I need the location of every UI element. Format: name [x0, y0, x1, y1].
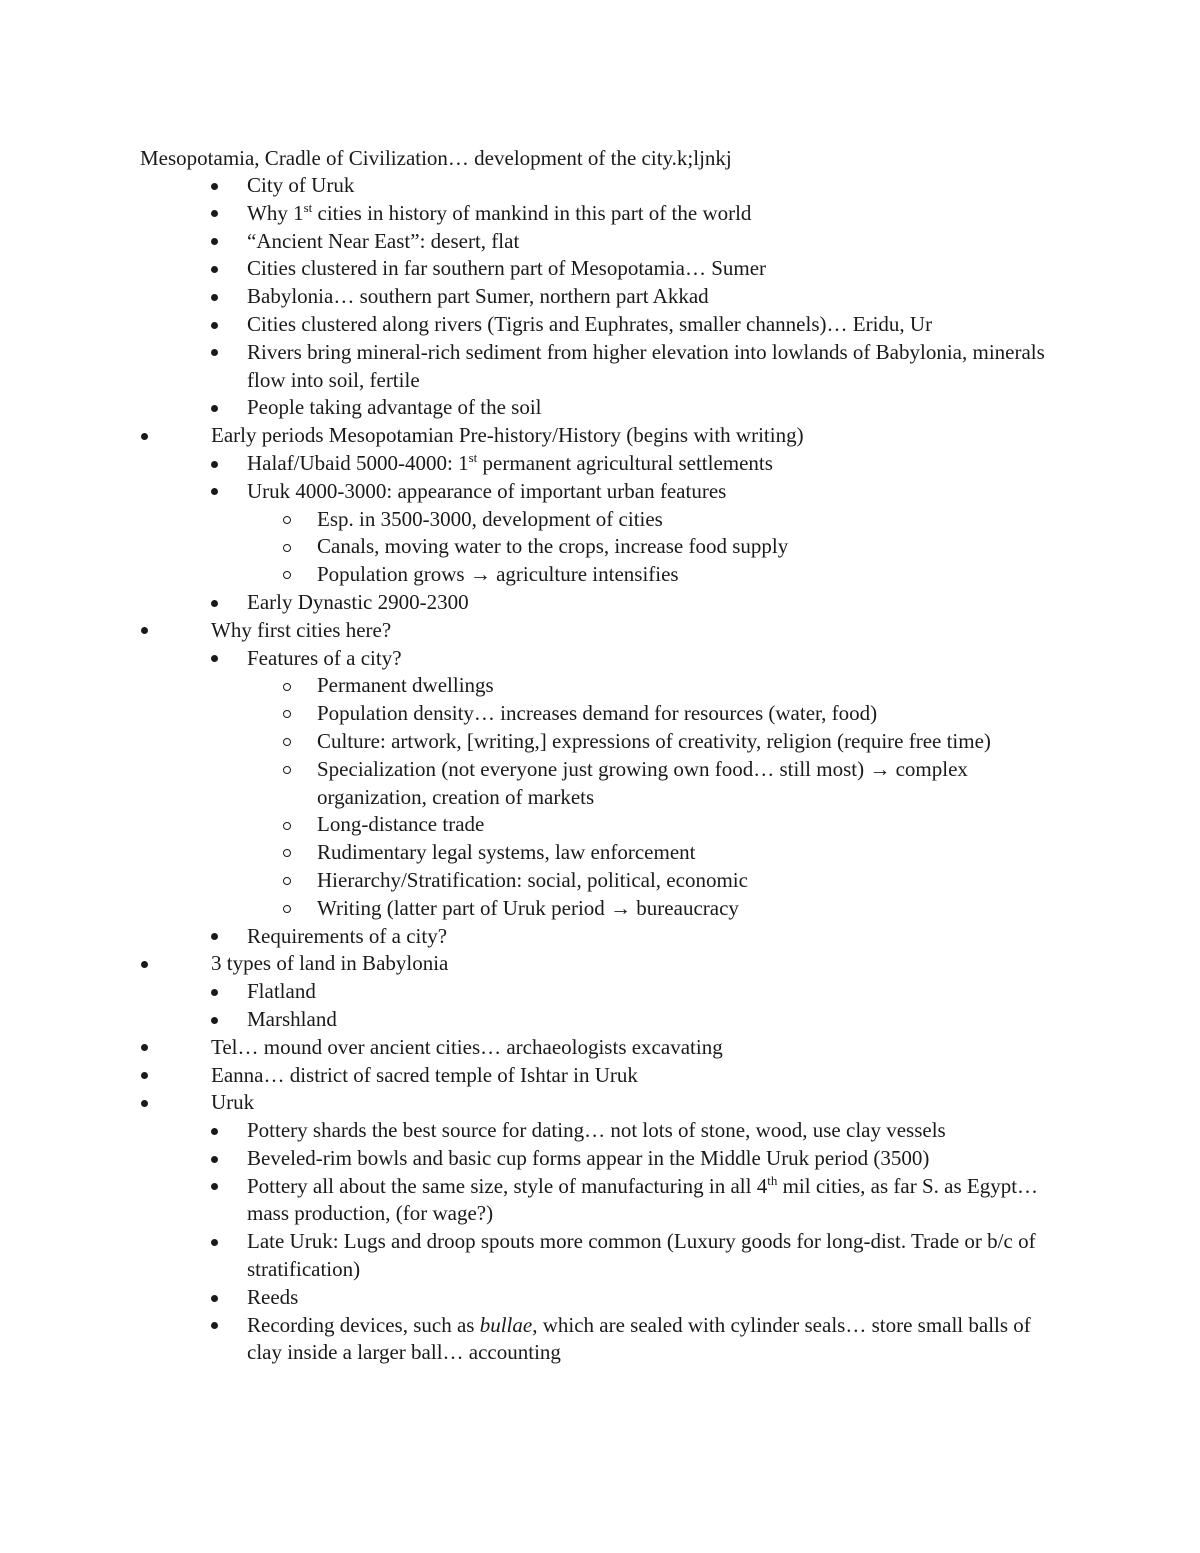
hollow-bullet-icon: [283, 506, 291, 534]
outline-item-text: [247, 1312, 1060, 1368]
bullet-icon: [211, 1117, 218, 1145]
text-run: Tel… mound over ancient cities… archaeologists excavating: [211, 1034, 723, 1059]
outline-item: [0, 867, 1200, 895]
outline-item-text: [247, 311, 1060, 339]
superscript: st: [303, 199, 313, 215]
outline-item-text: [211, 1089, 1070, 1117]
outline-item-text: [247, 339, 1060, 395]
text-run: Esp. in 3500-3000, development of cities: [317, 506, 663, 531]
text-run: Long-distance trade: [317, 812, 485, 837]
hollow-bullet-icon: [283, 700, 291, 728]
outline-item: [0, 1228, 1200, 1284]
text-run: permanent agricultural settlements: [477, 450, 773, 475]
outline-item: [0, 283, 1200, 311]
outline-item: [0, 978, 1200, 1006]
bullet-icon: [211, 1312, 218, 1340]
outline-item-text: [211, 422, 1070, 450]
outline-item-text: [247, 394, 1060, 422]
text-run: 3 types of land in Babylonia: [211, 951, 449, 976]
outline-item-text: [317, 756, 1060, 812]
outline-item: [0, 339, 1200, 395]
outline-item: [0, 450, 1200, 478]
bullet-icon: [141, 1034, 148, 1062]
bullet-icon: [211, 1145, 218, 1173]
text-run: Uruk 4000-3000: appearance of important urban features: [247, 478, 727, 503]
text-run: Rudimentary legal systems, law enforcement: [317, 840, 696, 865]
outline-item: [0, 561, 1200, 589]
outline-item: [0, 200, 1200, 228]
outline-item-text: [317, 811, 1060, 839]
outline-item-text: [317, 839, 1060, 867]
outline-item: [0, 533, 1200, 561]
outline-item-text: [247, 1173, 1060, 1229]
outline-item-text: [247, 478, 1060, 506]
bullet-icon: [211, 923, 218, 951]
outline-item-text: [247, 172, 1060, 200]
text-run: “Ancient Near East”: desert, flat: [247, 228, 520, 253]
bullet-icon: [211, 172, 218, 200]
text-run: People taking advantage of the soil: [247, 395, 542, 420]
outline-item-text: [317, 672, 1060, 700]
outline-item: [0, 1034, 1200, 1062]
outline-item-text: [247, 645, 1060, 673]
text-run: Rivers bring mineral-rich sediment from higher elevation into lowlands of Babylonia, minerals flow into soil, fertile: [247, 339, 1045, 392]
outline-item: [0, 478, 1200, 506]
outline-item: [0, 255, 1200, 283]
text-run: Pottery shards the best source for dating… not lots of stone, wood, use clay vessels: [247, 1118, 946, 1143]
outline-item: [0, 589, 1200, 617]
text-run: Writing (latter part of Uruk period → bureaucracy: [317, 895, 739, 920]
text-run: mil cities, as far S. as Egypt… mass production, (for wage?): [247, 1173, 1039, 1226]
bullet-icon: [211, 339, 218, 367]
outline-item: [0, 1006, 1200, 1034]
outline-item: [0, 728, 1200, 756]
outline-item: [0, 1062, 1200, 1090]
text-run: Flatland: [247, 979, 316, 1004]
bullet-icon: [211, 311, 218, 339]
bullet-icon: [211, 394, 218, 422]
text-run: Requirements of a city?: [247, 923, 448, 948]
outline-item: [0, 923, 1200, 951]
outline-item-text: [211, 1034, 1070, 1062]
outline-item-text: [247, 1145, 1060, 1173]
text-run: Specialization (not everyone just growing own food… still most) → complex organization, creation of markets: [317, 756, 968, 809]
text-run: Beveled-rim bowls and basic cup forms appear in the Middle Uruk period (3500): [247, 1145, 930, 1170]
text-run: City of Uruk: [247, 173, 355, 197]
outline-item: [0, 811, 1200, 839]
outline-item-text: [317, 867, 1060, 895]
bullet-icon: [211, 478, 218, 506]
outline-item: [0, 1117, 1200, 1145]
outline-item: [0, 1173, 1200, 1229]
outline-item-text: [247, 978, 1060, 1006]
text-run: Uruk: [211, 1090, 255, 1115]
outline-item-text: [317, 561, 1060, 589]
hollow-bullet-icon: [283, 672, 291, 700]
outline-item-text: [317, 533, 1060, 561]
outline-item-text: [247, 283, 1060, 311]
superscript: st: [468, 449, 478, 465]
bullet-icon: [211, 200, 218, 228]
outline-item: [0, 228, 1200, 256]
text-run: Marshland: [247, 1006, 337, 1031]
outline-item-text: [247, 255, 1060, 283]
outline-item: [0, 422, 1200, 450]
text-run: Pottery all about the same size, style of manufacturing in all 4: [247, 1173, 768, 1198]
outline-item: [0, 1284, 1200, 1312]
bullet-icon: [211, 589, 218, 617]
outline-item-text: [247, 589, 1060, 617]
text-run: Cities clustered along rivers (Tigris and Euphrates, smaller channels)… Eridu, Ur: [247, 311, 933, 336]
bullet-icon: [211, 228, 218, 256]
outline-item-text: [211, 1062, 1070, 1090]
bullet-icon: [211, 978, 218, 1006]
outline-item-text: [247, 450, 1060, 478]
outline-item-text: [317, 895, 1060, 923]
text-run: Halaf/Ubaid 5000-4000: 1: [247, 450, 469, 475]
text-run: Reeds: [247, 1284, 299, 1309]
outline-item-text: [317, 728, 1060, 756]
bullet-icon: [141, 1089, 148, 1117]
outline-item: [0, 617, 1200, 645]
outline-item: [0, 1145, 1200, 1173]
document-title: Mesopotamia, Cradle of Civilization… development of the city.k;ljnkj: [140, 146, 732, 170]
outline-item: [0, 1089, 1200, 1117]
outline-item: [0, 506, 1200, 534]
bullet-icon: [211, 1228, 218, 1256]
outline-item-text: [247, 1117, 1060, 1145]
text-run: Why first cities here?: [211, 617, 392, 642]
text-run: Population density… increases demand for resources (water, food): [317, 701, 878, 726]
text-run: Cities clustered in far southern part of Mesopotamia… Sumer: [247, 256, 767, 281]
outline-item: [0, 756, 1200, 812]
outline-item-text: [211, 617, 1070, 645]
text-run: Hierarchy/Stratification: social, political, economic: [317, 867, 748, 892]
outline-item: [0, 394, 1200, 422]
bullet-icon: [141, 950, 148, 978]
notes-outline: [0, 172, 1200, 1367]
text-run: Early Dynastic 2900-2300: [247, 589, 469, 614]
outline-item-text: [247, 1284, 1060, 1312]
outline-item: [0, 895, 1200, 923]
hollow-bullet-icon: [283, 756, 291, 784]
hollow-bullet-icon: [283, 561, 291, 589]
hollow-bullet-icon: [283, 839, 291, 867]
bullet-icon: [211, 1173, 218, 1201]
bullet-icon: [141, 422, 148, 450]
italic-term: bullae: [479, 1312, 533, 1337]
outline-item: [0, 672, 1200, 700]
text-run: , which are sealed with cylinder seals… store small balls of clay inside a larger ball… accounting: [247, 1312, 1031, 1365]
bullet-icon: [141, 617, 148, 645]
bullet-icon: [211, 1284, 218, 1312]
text-run: Eanna… district of sacred temple of Ishtar in Uruk: [211, 1062, 638, 1087]
outline-item: [0, 839, 1200, 867]
text-run: Why 1: [247, 200, 304, 225]
text-run: Culture: artwork, [writing,] expressions of creativity, religion (require free time): [317, 728, 991, 753]
bullet-icon: [211, 1006, 218, 1034]
text-run: Early periods Mesopotamian Pre-history/History (begins with writing): [211, 423, 804, 448]
text-run: Population grows → agriculture intensifies: [317, 562, 679, 587]
text-run: Features of a city?: [247, 645, 402, 670]
text-run: cities in history of mankind in this part of the world: [312, 200, 752, 225]
outline-item: [0, 645, 1200, 673]
text-run: Canals, moving water to the crops, increase food supply: [317, 534, 789, 559]
outline-item-text: [317, 700, 1060, 728]
text-run: Late Uruk: Lugs and droop spouts more common (Luxury goods for long-dist. Trade or b/c of stratification): [247, 1229, 1036, 1282]
outline-item-text: [247, 923, 1060, 951]
bullet-icon: [141, 1062, 148, 1090]
bullet-icon: [211, 255, 218, 283]
hollow-bullet-icon: [283, 811, 291, 839]
text-run: Permanent dwellings: [317, 673, 494, 698]
bullet-icon: [211, 645, 218, 673]
outline-item-text: [247, 1006, 1060, 1034]
hollow-bullet-icon: [283, 533, 291, 561]
superscript: th: [767, 1172, 778, 1188]
outline-item-text: [247, 1228, 1060, 1284]
outline-item: [0, 311, 1200, 339]
outline-item: [0, 700, 1200, 728]
outline-item-text: [211, 950, 1070, 978]
outline-item: [0, 1312, 1200, 1368]
text-run: Babylonia… southern part Sumer, northern part Akkad: [247, 284, 709, 309]
outline-item: [0, 950, 1200, 978]
bullet-icon: [211, 450, 218, 478]
text-run: Recording devices, such as: [247, 1312, 480, 1337]
bullet-icon: [211, 283, 218, 311]
hollow-bullet-icon: [283, 867, 291, 895]
outline-item: [0, 172, 1200, 200]
hollow-bullet-icon: [283, 728, 291, 756]
hollow-bullet-icon: [283, 895, 291, 923]
outline-item-text: [247, 200, 1060, 228]
outline-item-text: [247, 228, 1060, 256]
outline-item-text: [317, 506, 1060, 534]
